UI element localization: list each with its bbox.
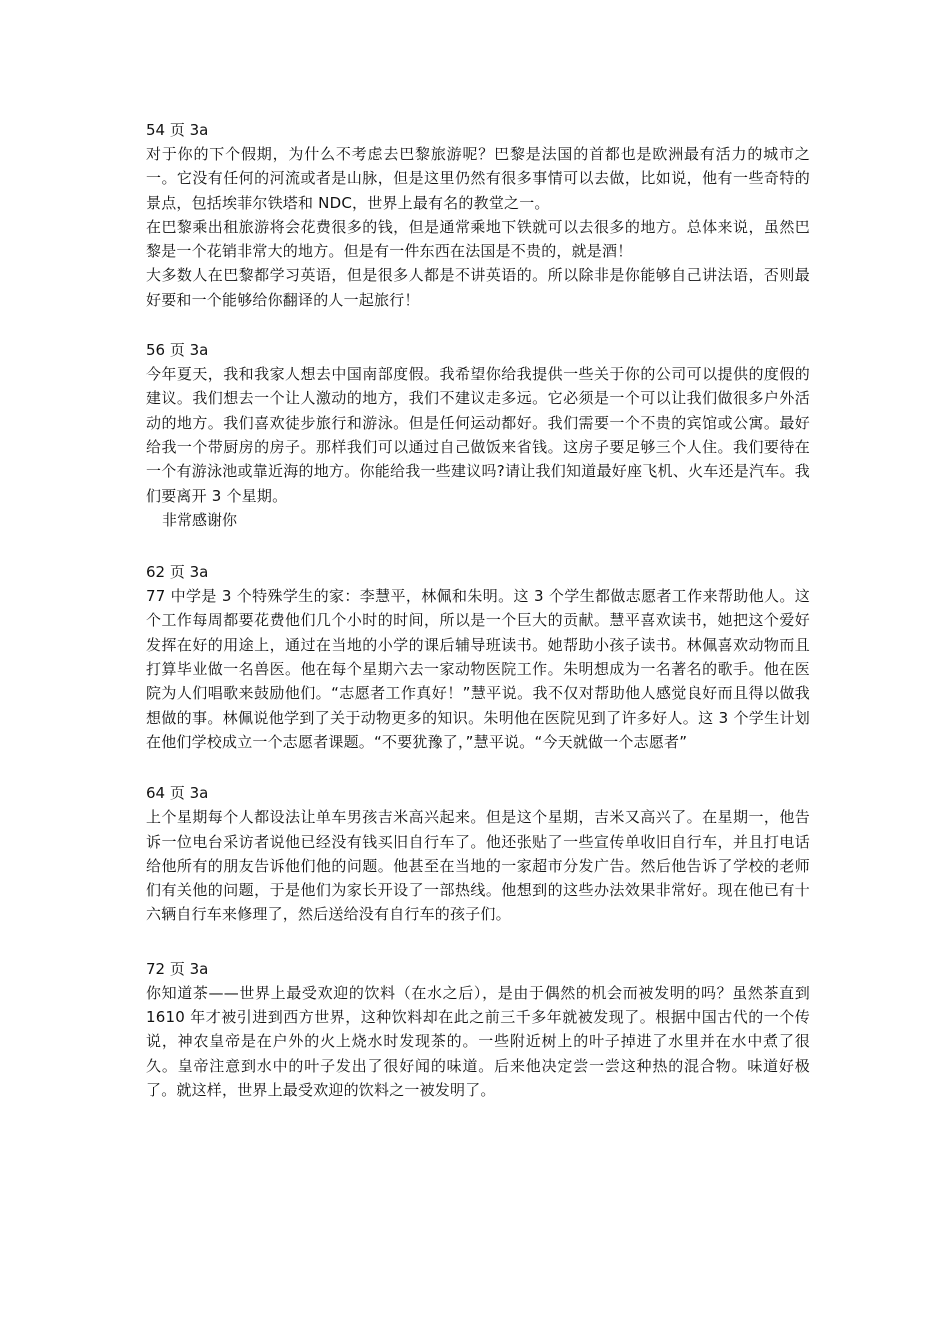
paragraph: 今年夏天，我和我家人想去中国南部度假。我希望你给我提供一些关于你的公司可以提供的度假的建议。我们想去一个让人激动的地方，我们不建议走多远。它必须是一个可以让我们做很多户外活动的地方。我们喜欢徒步旅行和游泳。但是任何运动都好。我们需要一个不贵的宾馆或公寓。最好给我一个带厨房的房子。那样我们可以通过自己做饭来省钱。这房子要足够三个人住。我们要待在一个有游泳池或靠近海的地方。你能给我一些建议吗?请让我们知道最好座飞机、火车还是汽车。我们要离开 3 个星期。 bbox=[146, 365, 810, 505]
section-64 bbox=[146, 781, 810, 926]
section-56 bbox=[146, 338, 810, 532]
paragraph: 77 中学是 3 个特殊学生的家：李慧平，林佩和朱明。这 3 个学生都做志愿者工作来帮助他人。这个工作每周都要花费他们几个小时的时间，所以是一个巨大的贡献。慧平喜欢读书，她把这个爱好发挥在好的用途上，通过在当地的小学的课后辅导班读书。她帮助小孩子读书。林佩喜欢动物而且打算毕业做一名兽医。他在每个星期六去一家动物医院工作。朱明想成为一名著名的歌手。他在医院为人们唱歌来鼓励他们。“志愿者工作真好！”慧平说。我不仅对帮助他人感觉良好而且得以做我想做的事。林佩说他学到了关于动物更多的知识。朱明他在医院见到了许多好人。这 3 个学生计划在他们学校成立一个志愿者课题。“不要犹豫了，”慧平说。“今天就做一个志愿者” bbox=[146, 587, 810, 751]
paragraph: 你知道茶——世界上最受欢迎的饮料（在水之后），是由于偶然的机会而被发明的吗？虽然茶直到 1610 年才被引进到西方世界，这种饮料却在此之前三千多年就被发现了。根据中国古代的一个传说，神农皇帝是在户外的火上烧水时发现茶的。一些附近树上的叶子掉进了水里并在水中煮了很久。皇帝注意到水中的叶子发出了很好闻的味道。后来他决定尝一尝这种热的混合物。味道好极了。就这样，世界上最受欢迎的饮料之一被发明了。 bbox=[146, 983, 810, 1099]
section-heading: 62 页 3a bbox=[146, 563, 209, 582]
section-54 bbox=[146, 118, 810, 312]
document-page bbox=[146, 118, 810, 1128]
section-heading: 64 页 3a bbox=[146, 784, 209, 803]
section-heading: 54 页 3a bbox=[146, 121, 209, 139]
closing-signature: 非常感谢你 bbox=[162, 510, 238, 529]
paragraph: 在巴黎乘出租旅游将会花费很多的钱，但是通常乘地下铁就可以去很多的地方。总体来说，虽然巴黎是一个花销非常大的地方。但是有一件东西在法国是不贵的，就是酒！ bbox=[146, 217, 810, 261]
section-72 bbox=[146, 957, 810, 1102]
paragraph: 大多数人在巴黎都学习英语，但是很多人都是不讲英语的。所以除非是你能够自己讲法语，否则最好要和一个能够给你翻译的人一起旅行！ bbox=[146, 266, 810, 309]
section-heading: 72 页 3a bbox=[146, 959, 209, 978]
section-62 bbox=[146, 560, 810, 754]
paragraph: 上个星期每个人都设法让单车男孩吉米高兴起来。但是这个星期，吉米又高兴了。在星期一，他告诉一位电台采访者说他已经没有钱买旧自行车了。他还张贴了一些宣传单收旧自行车，并且打电话给他所有的朋友告诉他们他的问题。他甚至在当地的一家超市分发广告。然后他告诉了学校的老师们有关他的问题，于是他们为家长开设了一部热线。他想到的这些办法效果非常好。现在他已有十六辆自行车来修理了，然后送给没有自行车的孩子们。 bbox=[146, 808, 810, 924]
paragraph: 对于你的下个假期，为什么不考虑去巴黎旅游呢？巴黎是法国的首都也是欧洲最有活力的城市之一。它没有任何的河流或者是山脉，但是这里仍然有很多事情可以去做，比如说，他有一些奇特的景点，包括埃菲尔铁塔和 NDC，世界上最有名的教堂之一。 bbox=[146, 145, 810, 212]
section-heading: 56 页 3a bbox=[146, 341, 209, 360]
